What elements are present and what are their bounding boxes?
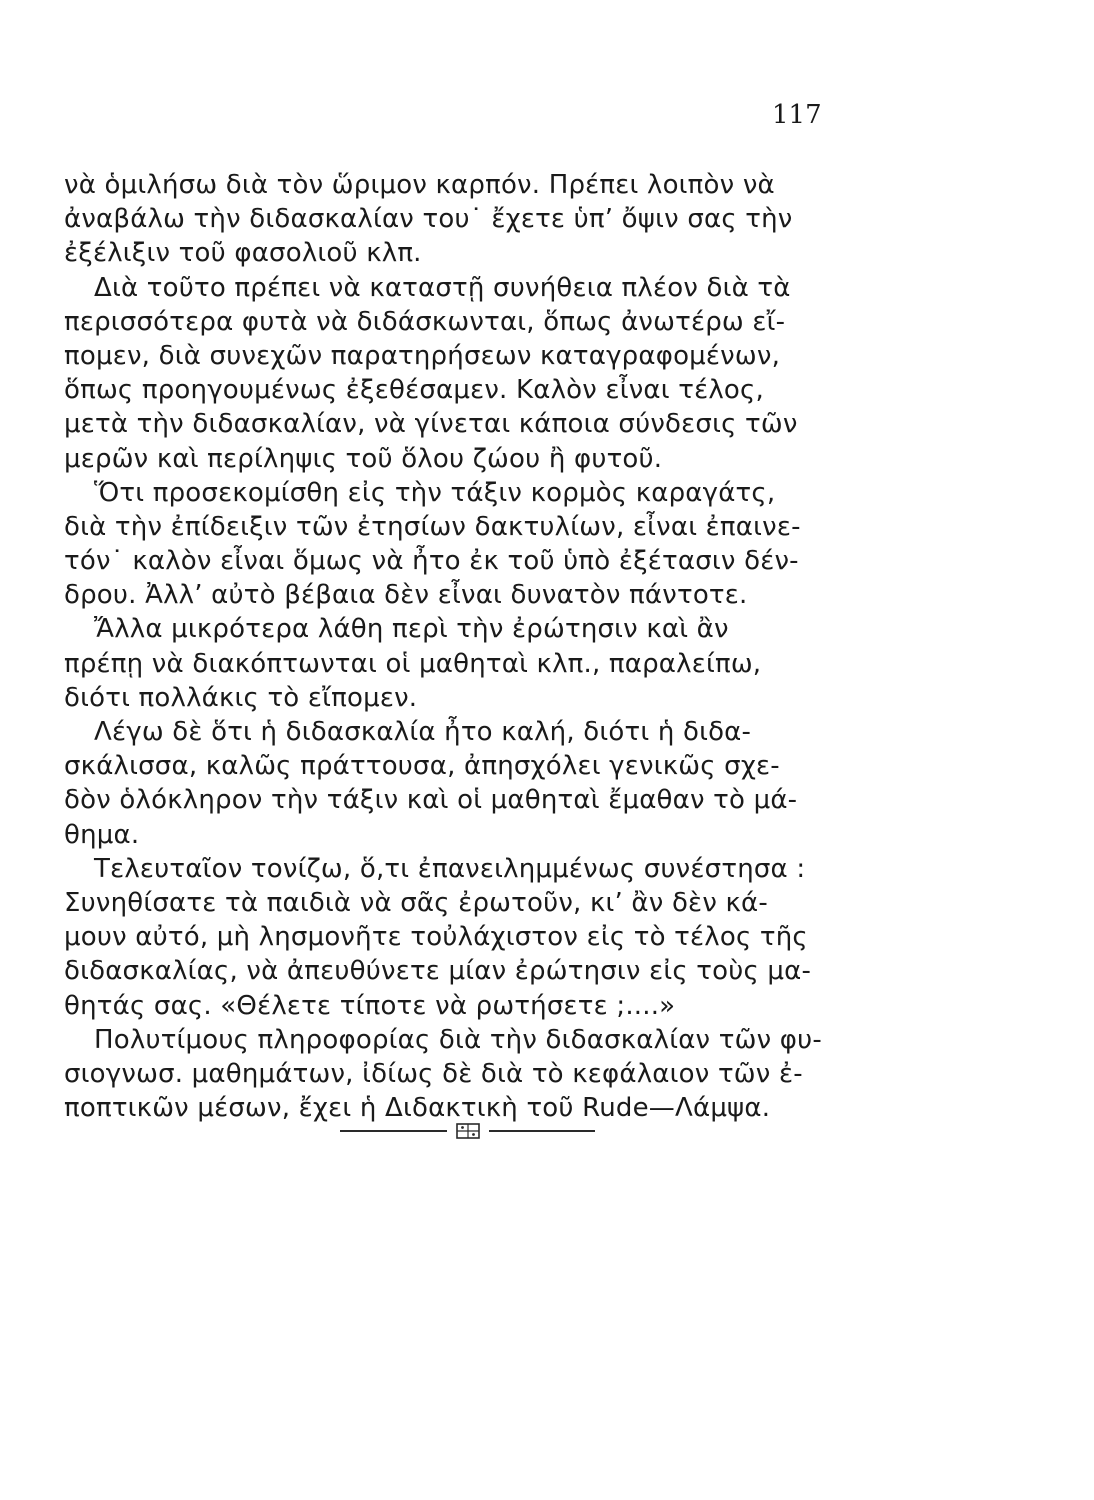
text-line: δὸν ὁλόκληρον τὴν τάξιν καὶ οἱ μαθηταὶ ἔμαθαν τὸ μά- xyxy=(64,785,798,816)
text-line: Πολυτίμους πληροφορίας διὰ τὴν διδασκαλίαν τῶν φυ- xyxy=(94,1024,822,1055)
text-line: Λέγω δὲ ὅτι ἡ διδασκαλία ἦτο καλή, διότι ἡ διδα- xyxy=(94,717,752,747)
text-line: ἐξέλιξιν τοῦ φασολιοῦ κλπ. xyxy=(64,238,422,269)
text-line: ποπτικῶν μέσων, ἔχει ἡ Διδακτικὴ τοῦ Rude—Λάμψα. xyxy=(64,1093,771,1124)
text-line: Ὅτι προσεκομίσθη εἰς τὴν τάξιν κορμὸς καραγάτς, xyxy=(94,477,776,508)
text-line: διὰ τὴν ἐπίδειξιν τῶν ἐτησίων δακτυλίων, εἶναι ἐπαινε- xyxy=(64,511,801,542)
text-line: μετὰ τὴν διδασκαλίαν, νὰ γίνεται κάποια σύνδεσις τῶν xyxy=(64,409,798,440)
fleuron-icon xyxy=(453,1119,483,1143)
text-line: θητάς σας. «Θέλετε τίποτε νὰ ρωτήσετε ;....» xyxy=(64,990,676,1021)
text-line: Τελευταῖον τονίζω, ὅ,τι ἐπανειλημμένως συνέστησα : xyxy=(94,853,806,884)
body-text xyxy=(64,168,874,1125)
text-line: ὅπως προηγουμένως ἐξεθέσαμεν. Καλὸν εἶναι τέλος, xyxy=(64,375,764,406)
text-line: σκάλισσα, καλῶς πράττουσα, ἀπησχόλει γενικῶς σχε- xyxy=(64,751,780,782)
text-line: τόν˙ καλὸν εἶναι ὅμως νὰ ἦτο ἐκ τοῦ ὑπὸ ἐξέτασιν δέν- xyxy=(64,546,799,577)
text-line: διδασκαλίας, νὰ ἀπευθύνετε μίαν ἐρώτησιν εἰς τοὺς μα- xyxy=(64,956,812,987)
section-end-ornament xyxy=(340,1116,595,1146)
text-line: Διὰ τοῦτο πρέπει νὰ καταστῇ συνήθεια πλέον διὰ τὰ xyxy=(94,272,791,303)
text-line: θημα. xyxy=(64,819,140,850)
ornament-right-rule xyxy=(489,1130,596,1132)
text-line: Συνηθίσατε τὰ παιδιὰ νὰ σᾶς ἐρωτοῦν, κι’ ἂν δὲν κά- xyxy=(64,887,768,918)
text-line: πρέπῃ νὰ διακόπτωνται οἱ μαθηταὶ κλπ., παραλείπω, xyxy=(64,648,762,679)
text-line: μερῶν καὶ περίληψις τοῦ ὅλου ζώου ἢ φυτοῦ. xyxy=(64,443,663,474)
text-line: διότι πολλάκις τὸ εἴπομεν. xyxy=(64,682,418,713)
text-line: πομεν, διὰ συνεχῶν παρατηρήσεων καταγραφομένων, xyxy=(64,340,781,371)
text-line: νὰ ὁμιλήσω διὰ τὸν ὥριμον καρπόν. Πρέπει λοιπὸν νὰ xyxy=(64,170,775,200)
ornament-left-rule xyxy=(340,1130,447,1132)
text-line: περισσότερα φυτὰ νὰ διδάσκωνται, ὅπως ἀνωτέρω εἴ- xyxy=(64,306,786,337)
text-line: δρου. Ἀλλ’ αὐτὸ βέβαια δὲν εἶναι δυνατὸν πάντοτε. xyxy=(64,580,748,611)
text-line: σιογνωσ. μαθημάτων, ἰδίως δὲ διὰ τὸ κεφάλαιον τῶν ἐ- xyxy=(64,1058,803,1089)
text-line: μουν αὐτό, μὴ λησμονῆτε τοὐλάχιστον εἰς τὸ τέλος τῆς xyxy=(64,922,808,953)
text-line: Ἄλλα μικρότερα λάθη περὶ τὴν ἐρώτησιν καὶ ἂν xyxy=(94,614,729,645)
page-number: 117 xyxy=(772,100,822,130)
text-line: ἀναβάλω τὴν διδασκαλίαν του˙ ἔχετε ὑπ’ ὄψιν σας τὴν xyxy=(64,204,793,235)
